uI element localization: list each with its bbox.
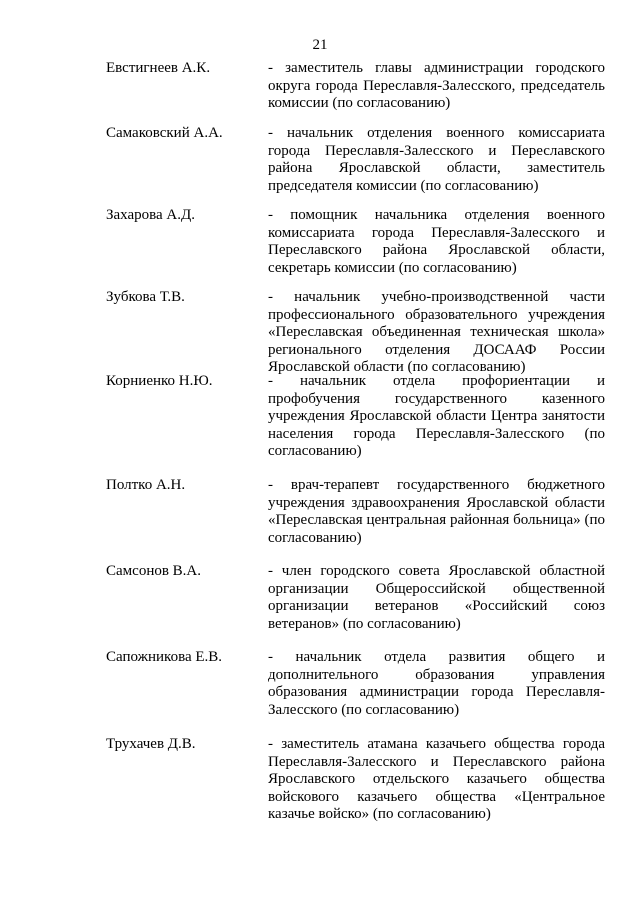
- member-name: Зубкова Т.В.: [106, 289, 185, 305]
- member-name: Сапожникова Е.В.: [106, 649, 223, 665]
- member-name: Трухачев Д.В.: [106, 736, 196, 752]
- member-role: - помощник начальника отделения военного комиссариата города Переславля-Залесского и Переславского района Ярославской области, секретарь комиссии (по согласованию): [268, 207, 605, 276]
- member-role: - заместитель атамана казачьего общества города Переславля-Залесского и Переславского района Ярославского отдельского казачьего общества войскового казачьего общества «Центральное казачье войско» (по согласованию): [268, 736, 605, 822]
- member-role: - врач-терапевт государственного бюджетного учреждения здравоохранения Ярославской области «Переславская центральная районная больница» (по согласованию): [268, 477, 605, 546]
- page-number: 21: [312, 37, 328, 53]
- member-role: - член городского совета Ярославской областной организации Общероссийской общественной организации ветеранов «Российский союз ветеранов» (по согласованию): [268, 563, 605, 632]
- member-name: Евстигнеев А.К.: [106, 60, 211, 76]
- member-role: - начальник учебно-производственной части профессионального образовательного учреждения «Переславская объединенная техническая школа» регионального отделения ДОСААФ России Ярославской области (по согласованию): [268, 289, 605, 375]
- member-name: Самаковский А.А.: [106, 125, 223, 141]
- member-role: - заместитель главы администрации городского округа города Переславля-Залесского, председатель комиссии (по согласованию): [268, 60, 605, 111]
- member-name: Самсонов В.А.: [106, 563, 202, 579]
- member-name: Захарова А.Д.: [106, 207, 195, 223]
- member-role: - начальник отдела профориентации и профобучения государственного казенного учреждения Ярославской области Центра занятости населения города Переславля-Залесского (по согласованию): [268, 373, 605, 459]
- member-role: - начальник отдела развития общего и дополнительного образования управления образования администрации города Переславля-Залесского (по согласованию): [268, 649, 605, 718]
- member-name: Корниенко Н.Ю.: [106, 373, 213, 389]
- member-role: - начальник отделения военного комиссариата города Переславля-Залесского и Переславского района Ярославской области, заместитель председателя комиссии (по согласованию): [268, 125, 605, 194]
- member-name: Полтко А.Н.: [106, 477, 186, 493]
